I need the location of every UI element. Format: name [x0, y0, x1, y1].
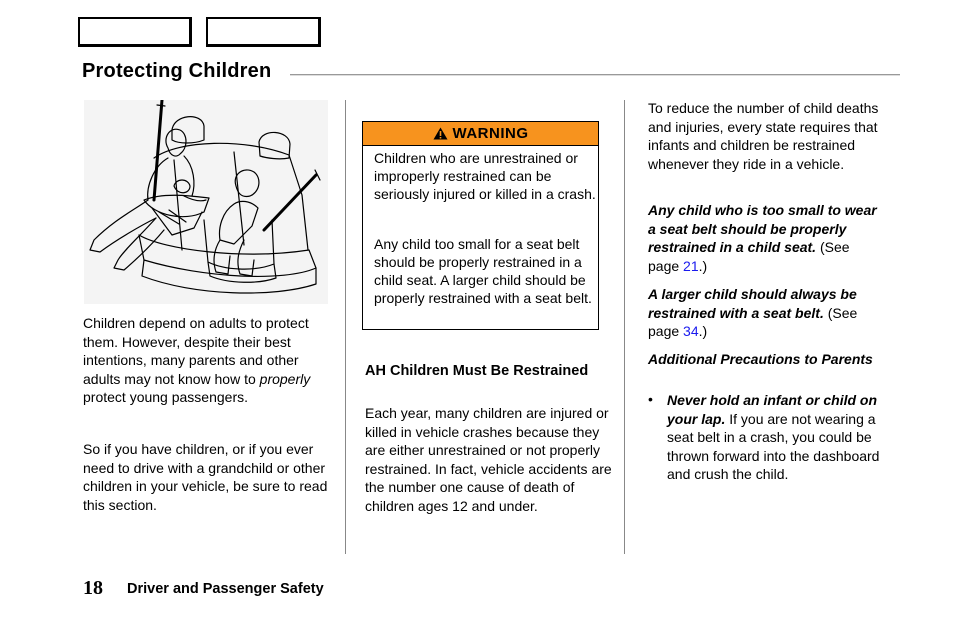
warning-header	[363, 122, 598, 146]
section-subheading: AH Children Must Be Restrained	[365, 363, 589, 379]
child-seat-emphasis: Any child who is too small to wear a seat belt should be properly restrained in a child seat.	[648, 202, 877, 255]
page-34-link[interactable]: 34	[683, 323, 699, 339]
lap-warning-paragraph	[667, 391, 889, 484]
seat-belt-close: .)	[698, 323, 708, 339]
page-number: 18	[83, 577, 103, 599]
intro-emphasis: properly	[259, 370, 311, 387]
seat-belt-emphasis: A larger child should always be restrained with a seat belt.	[648, 286, 857, 321]
intro-text-1: Children depend on adults to protect them. However, despite their best intentions, many parents and other adults may not know how to	[83, 315, 309, 387]
title-rule	[290, 74, 900, 76]
page-21-link[interactable]: 21	[683, 257, 699, 274]
read-section-paragraph: So if you have children, or if you ever need to drive with a grandchild or other children in your vehicle, be sure to read this section.	[83, 441, 328, 513]
lap-warning-emphasis: Never hold an infant or child on your lap.	[667, 392, 878, 427]
column-divider	[624, 100, 625, 554]
warning-triangle-icon	[433, 127, 448, 140]
warning-text-1: Children who are unrestrained or improperly restrained can be seriously injured or killed in a crash.	[374, 150, 596, 202]
seat-belt-see-page: (See page	[648, 304, 858, 339]
child-seat-close: .)	[698, 257, 708, 274]
intro-paragraph	[83, 314, 333, 407]
precautions-subheading: Additional Precautions to Parents	[648, 351, 873, 367]
child-seat-see-page: (See page	[648, 239, 850, 274]
statistics-paragraph: Each year, many children are injured or killed in vehicle crashes because they are either unrestrained or not properly restrained. In fact, vehicle accidents are the number one cause of death of children ages 12 and under.	[365, 405, 612, 514]
previous-page-button[interactable]	[78, 17, 192, 47]
warning-label: WARNING	[452, 125, 529, 142]
warning-text-2: Any child too small for a seat belt should be properly restrained in a child seat. A larger child should be properly restrained with a seat belt.	[374, 236, 592, 306]
child-seat-illustration	[84, 100, 328, 304]
page-title: Protecting Children	[82, 60, 272, 82]
child-seat-paragraph	[648, 201, 884, 275]
section-title: Driver and Passenger Safety	[127, 581, 324, 597]
warning-box	[362, 121, 599, 330]
column-divider	[345, 100, 346, 554]
bullet-marker: •	[648, 391, 653, 407]
state-law-paragraph: To reduce the number of child deaths and injuries, every state requires that infants and children be restrained whenever they ride in a vehicle.	[648, 100, 879, 172]
lap-warning-text: If you are not wearing a seat belt in a crash, you could be thrown forward into the dashboard and crush the child.	[667, 410, 880, 482]
next-page-button[interactable]	[206, 17, 321, 47]
intro-text-2: protect young passengers.	[83, 389, 248, 405]
seat-belt-paragraph	[648, 285, 884, 341]
